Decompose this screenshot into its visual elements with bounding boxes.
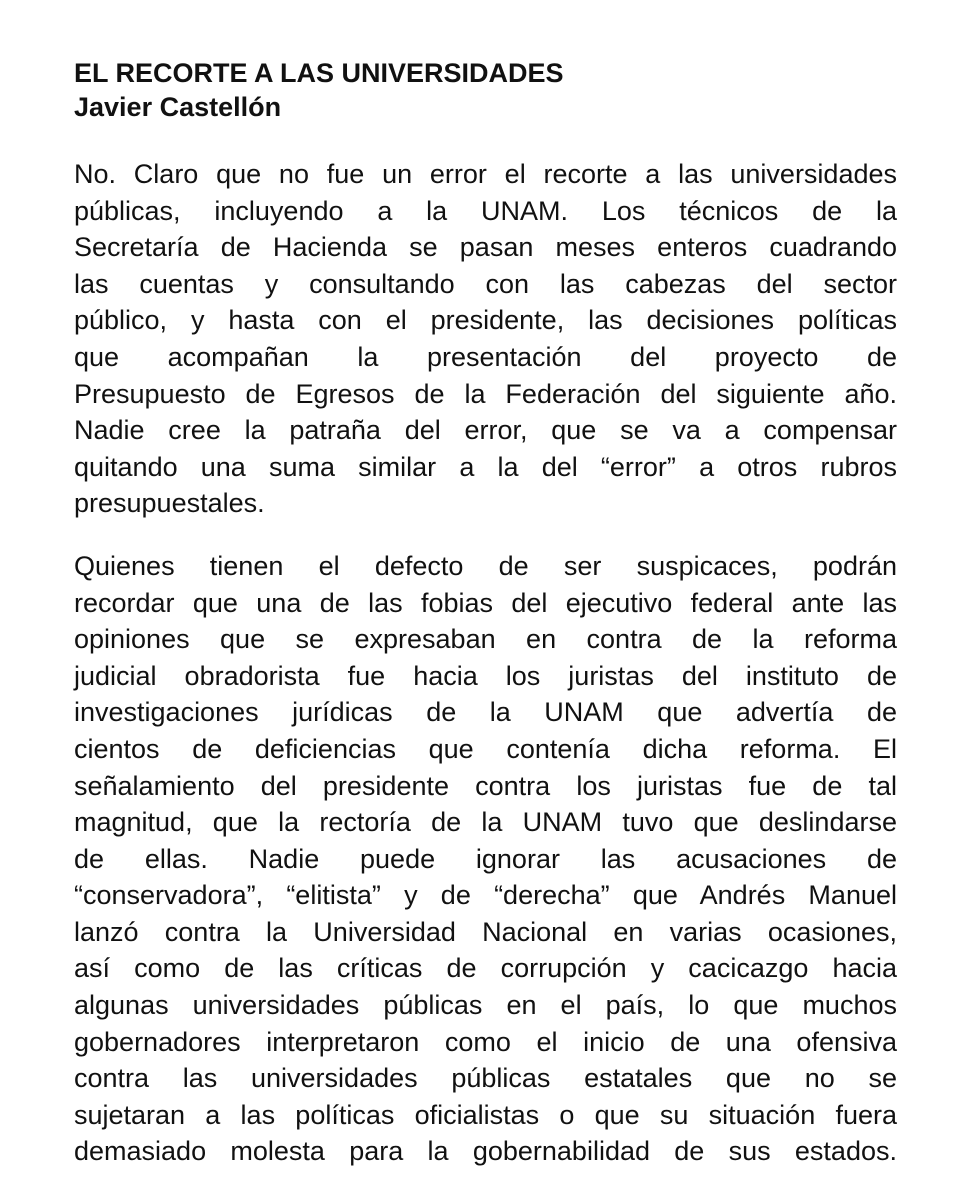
text-line: No. Claro que no fue un error el recorte a las universidades [74,159,897,189]
text-line: contra las universidades públicas estatales que no se [74,1063,897,1094]
text-line: público, y hasta con el presidente, las decisiones políticas [74,305,897,336]
article-body [74,156,897,1170]
text-line: públicas, incluyendo a la UNAM. Los técnicos de la [74,195,897,226]
text-line: de ellas. Nadie puede ignorar las acusaciones de [74,843,897,874]
text-line: opiniones que se expresaban en contra de la reforma [74,624,897,655]
text-line: las cuentas y consultando con las cabezas del sector [74,268,897,299]
text-line: gobernadores interpretaron como el inicio de una ofensiva [74,1026,897,1057]
text-line: Quienes tienen el defecto de ser suspicaces, podrán [74,550,897,581]
text-line: presupuestales. [74,488,265,519]
text-line: sujetaran a las políticas oficialistas o que su situación fuera [74,1099,897,1130]
text-line: quitando una suma similar a la del “error” a otros rubros [74,451,897,482]
text-line: investigaciones jurídicas de la UNAM que advertía de [74,697,897,728]
text-line: Nadie cree la patraña del error, que se va a compensar [74,415,897,446]
text-line: algunas universidades públicas en el país, lo que muchos [74,990,897,1021]
text-line: demasiado molesta para la gobernabilidad de sus estados. [74,1136,897,1167]
text-line: así como de las críticas de corrupción y cacicazgo hacia [74,953,897,984]
text-line: judicial obradorista fue hacia los juristas del instituto de [74,660,897,691]
paragraph-2 [74,548,897,1170]
text-line: cientos de deficiencias que contenía dicha reforma. El [74,733,897,764]
text-line: Secretaría de Hacienda se pasan meses enteros cuadrando [74,232,897,263]
text-line: lanzó contra la Universidad Nacional en varias ocasiones, [74,916,897,947]
text-line: Presupuesto de Egresos de la Federación del siguiente año. [74,378,897,409]
article-author: Javier Castellón [74,92,282,122]
paragraph-1 [74,156,897,522]
text-line: “conservadora”, “elitista” y de “derecha” que Andrés Manuel [74,880,897,911]
article [74,56,897,1196]
text-line: magnitud, que la rectoría de la UNAM tuvo que deslindarse [74,807,897,838]
text-line: recordar que una de las fobias del ejecutivo federal ante las [74,587,897,618]
text-line: señalamiento del presidente contra los juristas fue de tal [74,770,897,801]
article-title: EL RECORTE A LAS UNIVERSIDADES [74,58,564,88]
text-line: que acompañan la presentación del proyecto de [74,341,897,372]
